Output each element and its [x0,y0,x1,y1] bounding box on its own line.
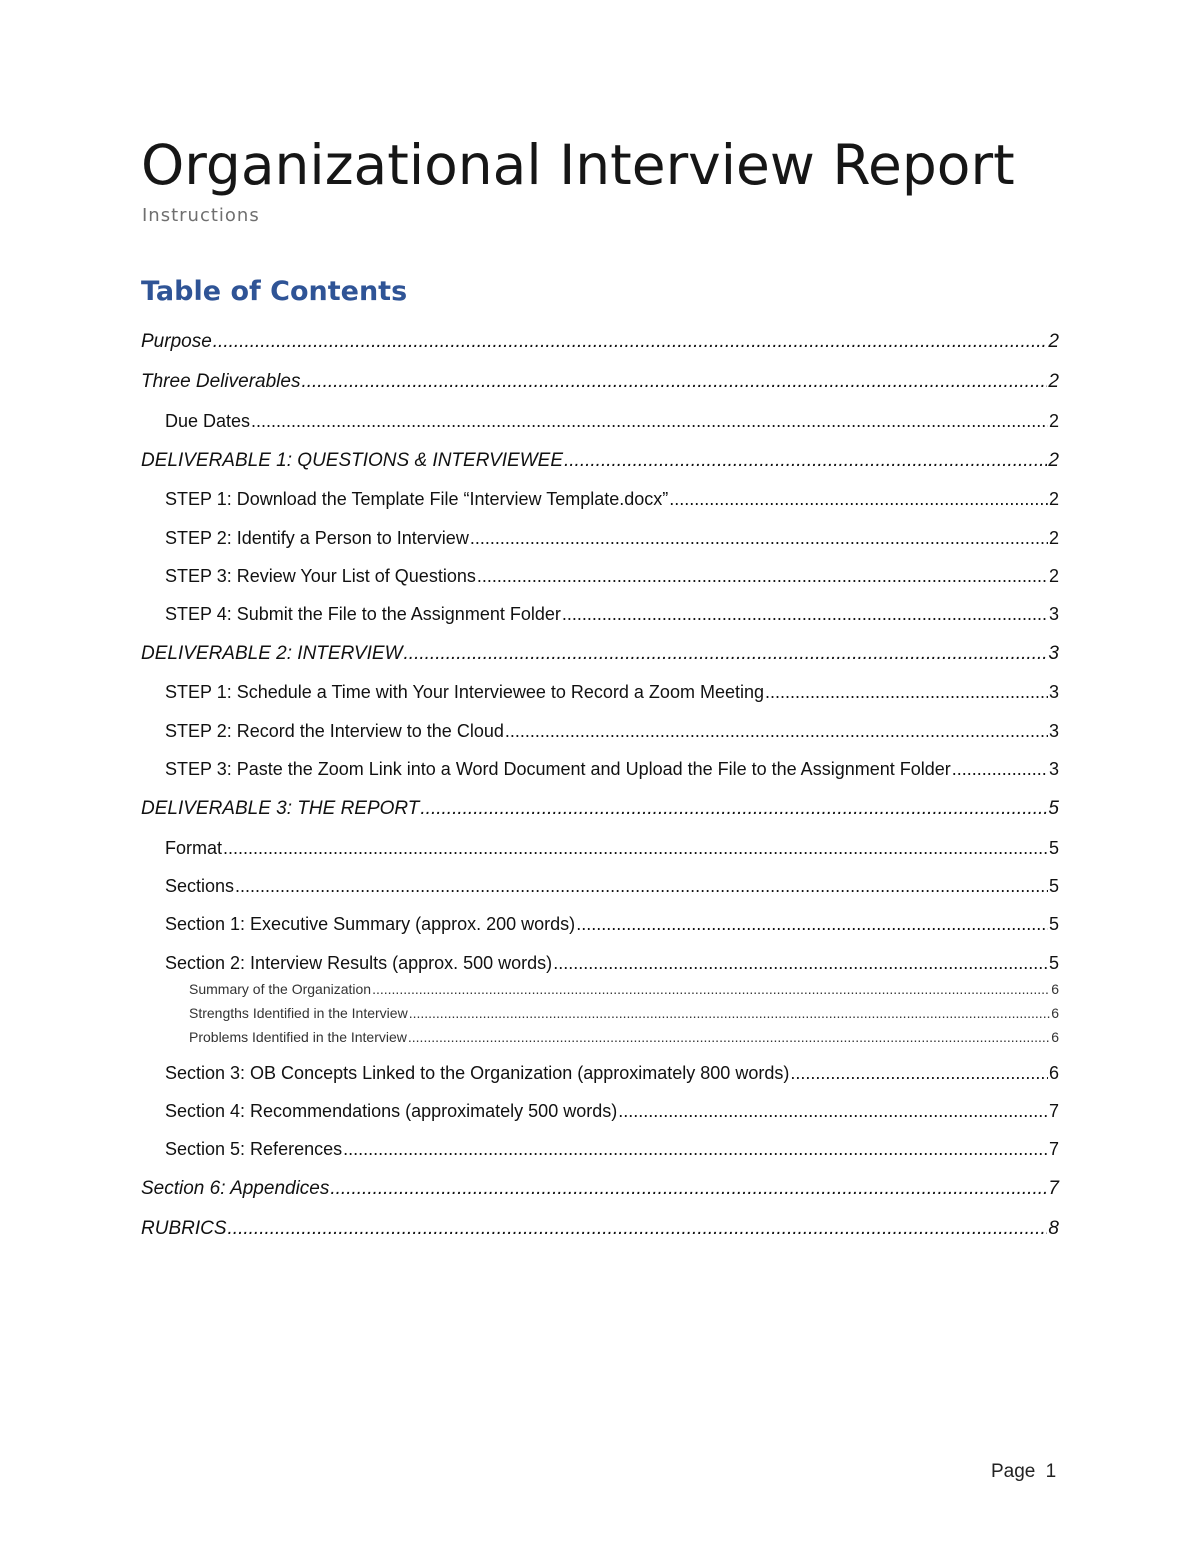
toc-entry-label: STEP 4: Submit the File to the Assignment Folder [165,604,561,624]
toc-entry[interactable] [165,759,1059,780]
toc-entry-page: 6 [1051,981,1059,997]
document-title: Organizational Interview Report [141,133,1015,197]
toc-entry-page: 5 [1048,838,1059,858]
toc-entry[interactable] [165,914,1059,935]
toc-entry[interactable] [141,1178,1059,1200]
toc-entry[interactable] [141,450,1059,472]
toc-entry-page: 5 [1048,876,1059,896]
toc-dot-leader [301,371,1047,393]
toc-entry-label: Section 1: Executive Summary (approx. 200 words) [165,914,576,934]
toc-dot-leader [470,528,1048,549]
toc-dot-leader [213,331,1048,353]
toc-dot-leader [618,1101,1048,1122]
toc-entry-page: 3 [1048,643,1059,664]
toc-entry-label: STEP 3: Paste the Zoom Link into a Word Document and Upload the File to the Assignment Folder [165,759,951,779]
toc-entry[interactable] [141,371,1059,393]
toc-dot-leader [576,914,1048,935]
toc-entry-label: DELIVERABLE 3: THE REPORT [141,798,420,819]
toc-dot-leader [790,1063,1048,1084]
toc-entry[interactable] [165,838,1059,859]
toc-entry-label: DELIVERABLE 1: QUESTIONS & INTERVIEWEE [141,450,563,471]
page-label: Page [991,1461,1036,1482]
toc-entry[interactable] [165,528,1059,549]
toc-entry[interactable] [165,411,1059,432]
toc-entry-page: 6 [1051,1029,1059,1045]
toc-entry-page: 6 [1048,1063,1059,1083]
toc-entry[interactable] [189,1029,1059,1045]
toc-entry-label: Sections [165,876,235,896]
toc-entry[interactable] [165,566,1059,587]
toc-entry-page: 5 [1048,953,1059,973]
toc-entry[interactable] [165,682,1059,703]
toc-dot-leader [477,566,1048,587]
toc-entry-page: 7 [1048,1139,1059,1159]
toc-entry-label: STEP 1: Download the Template File “Interview Template.docx” [165,489,669,509]
toc-entry-page: 3 [1048,682,1059,702]
toc-entry[interactable] [165,876,1059,897]
toc-entry-label: STEP 1: Schedule a Time with Your Interviewee to Record a Zoom Meeting [165,682,764,702]
toc-entry-label: Section 6: Appendices [141,1178,330,1199]
toc-entry-label: Strengths Identified in the Interview [189,1005,408,1021]
toc-entry-page: 2 [1048,331,1059,352]
toc-dot-leader [372,981,1050,997]
toc-entry-label: Three Deliverables [141,371,301,392]
document-subtitle: Instructions [142,205,260,226]
toc-entry-page: 2 [1048,371,1059,392]
toc-dot-leader [952,759,1048,780]
toc-dot-leader [669,489,1048,510]
toc-entry-label: Section 4: Recommendations (approximately 500 words) [165,1101,618,1121]
toc-entry[interactable] [189,981,1059,997]
toc-entry-label: STEP 2: Identify a Person to Interview [165,528,469,548]
toc-entry-page: 5 [1048,914,1059,934]
toc-entry-page: 3 [1048,759,1059,779]
toc-entry-label: Format [165,838,223,858]
toc-entry-page: 3 [1048,721,1059,741]
toc-dot-leader [505,721,1048,742]
toc-entry-label: Due Dates [165,411,251,431]
toc-entry-page: 5 [1048,798,1059,819]
toc-entry[interactable] [165,721,1059,742]
toc-entry-page: 8 [1048,1218,1059,1239]
toc-entry-page: 2 [1048,566,1059,586]
toc-dot-leader [562,604,1048,625]
toc-entry-page: 7 [1048,1101,1059,1121]
toc-dot-leader [765,682,1048,703]
toc-entry-label: Problems Identified in the Interview [189,1029,407,1045]
toc-entry-page: 6 [1051,1005,1059,1021]
toc-entry-label: Section 2: Interview Results (approx. 500 words) [165,953,553,973]
toc-dot-leader [235,876,1048,897]
toc-entry[interactable] [165,1101,1059,1122]
toc-entry-page: 2 [1048,450,1059,471]
toc-entry-label: DELIVERABLE 2: INTERVIEW [141,643,403,664]
toc-entry-label: Section 3: OB Concepts Linked to the Organization (approximately 800 words) [165,1063,790,1083]
toc-entry[interactable] [141,1218,1059,1240]
toc-entry-page: 2 [1048,489,1059,509]
toc-dot-leader [223,838,1048,859]
toc-entry-label: Section 5: References [165,1139,343,1159]
toc-dot-leader [330,1178,1047,1200]
toc-entry-label: Summary of the Organization [189,981,372,997]
toc-entry-label: Purpose [141,331,212,352]
toc-dot-leader [343,1139,1048,1160]
toc-heading: Table of Contents [141,276,408,307]
toc-dot-leader [408,1029,1050,1045]
toc-dot-leader [251,411,1048,432]
toc-entry-page: 3 [1048,604,1059,624]
toc-dot-leader [564,450,1047,472]
toc-entry-page: 2 [1048,411,1059,431]
toc-entry[interactable] [189,1005,1059,1021]
toc-entry[interactable] [165,604,1059,625]
toc-entry[interactable] [141,643,1059,665]
toc-entry[interactable] [165,489,1059,510]
toc-entry-label: RUBRICS [141,1218,227,1239]
toc-dot-leader [404,643,1048,665]
toc-entry[interactable] [165,953,1059,974]
toc-entry-label: STEP 3: Review Your List of Questions [165,566,476,586]
toc-dot-leader [409,1005,1051,1021]
page-number: 1 [1045,1461,1057,1482]
toc-dot-leader [228,1218,1048,1240]
toc-entry-page: 7 [1048,1178,1059,1199]
toc-entry[interactable] [165,1063,1059,1084]
toc-entry[interactable] [141,798,1059,820]
page-number-footer [991,1461,1056,1483]
toc-entry-page: 2 [1048,528,1059,548]
toc-dot-leader [420,798,1047,820]
toc-dot-leader [553,953,1048,974]
toc-entry[interactable] [141,331,1059,353]
toc-entry-label: STEP 2: Record the Interview to the Cloud [165,721,504,741]
toc-entry[interactable] [165,1139,1059,1160]
